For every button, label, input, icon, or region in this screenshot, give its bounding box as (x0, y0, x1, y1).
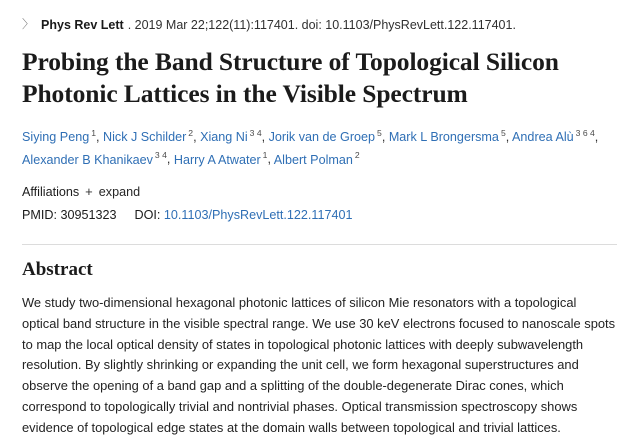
author-name[interactable]: Harry A Atwater (173, 152, 261, 167)
author-separator: , (267, 152, 271, 167)
abstract-heading: Abstract (22, 258, 93, 280)
author-separator: , (193, 130, 197, 145)
author-separator: , (261, 130, 266, 145)
chevron-right-icon[interactable]: 〉 (22, 17, 35, 31)
author-separator: , (96, 130, 100, 145)
author-separator: , (594, 130, 599, 145)
author-list (22, 126, 612, 170)
author-affiliation-marker: 3 6 4 (575, 128, 595, 139)
author-name[interactable]: Mark L Brongersma (388, 130, 499, 145)
author-item[interactable] (269, 130, 382, 144)
author-item[interactable] (200, 130, 262, 144)
pmid-value: 30951323 (60, 207, 117, 222)
author-affiliation-marker: 3 4 (249, 128, 262, 139)
journal-name: Phys Rev Lett (41, 18, 124, 32)
author-name[interactable]: Jorik van de Groep (268, 130, 376, 145)
author-item[interactable] (512, 130, 595, 144)
author-item[interactable] (22, 150, 167, 167)
author-name[interactable]: Albert Polman (273, 152, 353, 167)
author-separator: , (166, 152, 171, 167)
affiliations-row (22, 185, 617, 199)
author-affiliation-marker: 1 (262, 150, 268, 161)
doi-link[interactable]: 10.1103/PhysRevLett.122.117401 (163, 207, 353, 222)
pmid-label: PMID: (22, 207, 57, 222)
section-divider (22, 244, 617, 245)
author-item[interactable] (22, 130, 96, 144)
author-name[interactable]: Alexander B Khanikaev (22, 152, 153, 167)
plus-icon[interactable]: + (85, 184, 93, 200)
citation-line (22, 18, 617, 32)
identifiers-row (22, 208, 617, 222)
citation-details: . 2019 Mar 22;122(11):117401. doi: 10.1103/PhysRevLett.122.117401. (127, 18, 516, 32)
author-name[interactable]: Andrea Alù (512, 130, 574, 145)
author-affiliation-marker: 5 (377, 128, 382, 139)
doi-label: DOI: (134, 207, 161, 222)
author-name[interactable]: Siying Peng (22, 130, 90, 145)
affiliations-label: Affiliations (22, 184, 80, 199)
author-name[interactable]: Xiang Ni (200, 130, 248, 145)
author-item[interactable] (273, 150, 360, 167)
author-item[interactable] (103, 130, 193, 144)
author-affiliation-marker: 2 (188, 128, 194, 139)
author-name[interactable]: Nick J Schilder (103, 130, 187, 145)
author-affiliation-marker: 2 (354, 150, 360, 161)
expand-affiliations-button[interactable]: expand (98, 184, 141, 199)
page-title: Probing the Band Structure of Topological Silicon Photonic Lattices in the Visible Spectrum (22, 47, 559, 109)
author-separator: , (505, 130, 510, 145)
abstract-text: We study two-dimensional hexagonal photonic lattices of silicon Mie resonators with a topological optical band structure in the visible spectral range. We use 30 keV electrons focused to nanoscale spots to map the local optical density of states in topological photonic lattices with deeply subwavelength resolution. By slightly shrinking or expanding the unit cell, we form hexagonal superstructures and observe the opening of a band gap and a splitting of the double-degenerate Dirac cones, which correspond to topologically trivial and nontrivial phases. Optical transmission spectroscopy shows evidence of topological edge states at the domain walls between topological and trivial lattices. (22, 294, 616, 436)
author-affiliation-marker: 1 (91, 128, 96, 139)
author-affiliation-marker: 3 4 (154, 150, 167, 161)
author-item[interactable] (173, 150, 268, 167)
author-separator: , (381, 130, 386, 145)
author-affiliation-marker: 5 (500, 128, 506, 139)
author-item[interactable] (389, 130, 506, 144)
